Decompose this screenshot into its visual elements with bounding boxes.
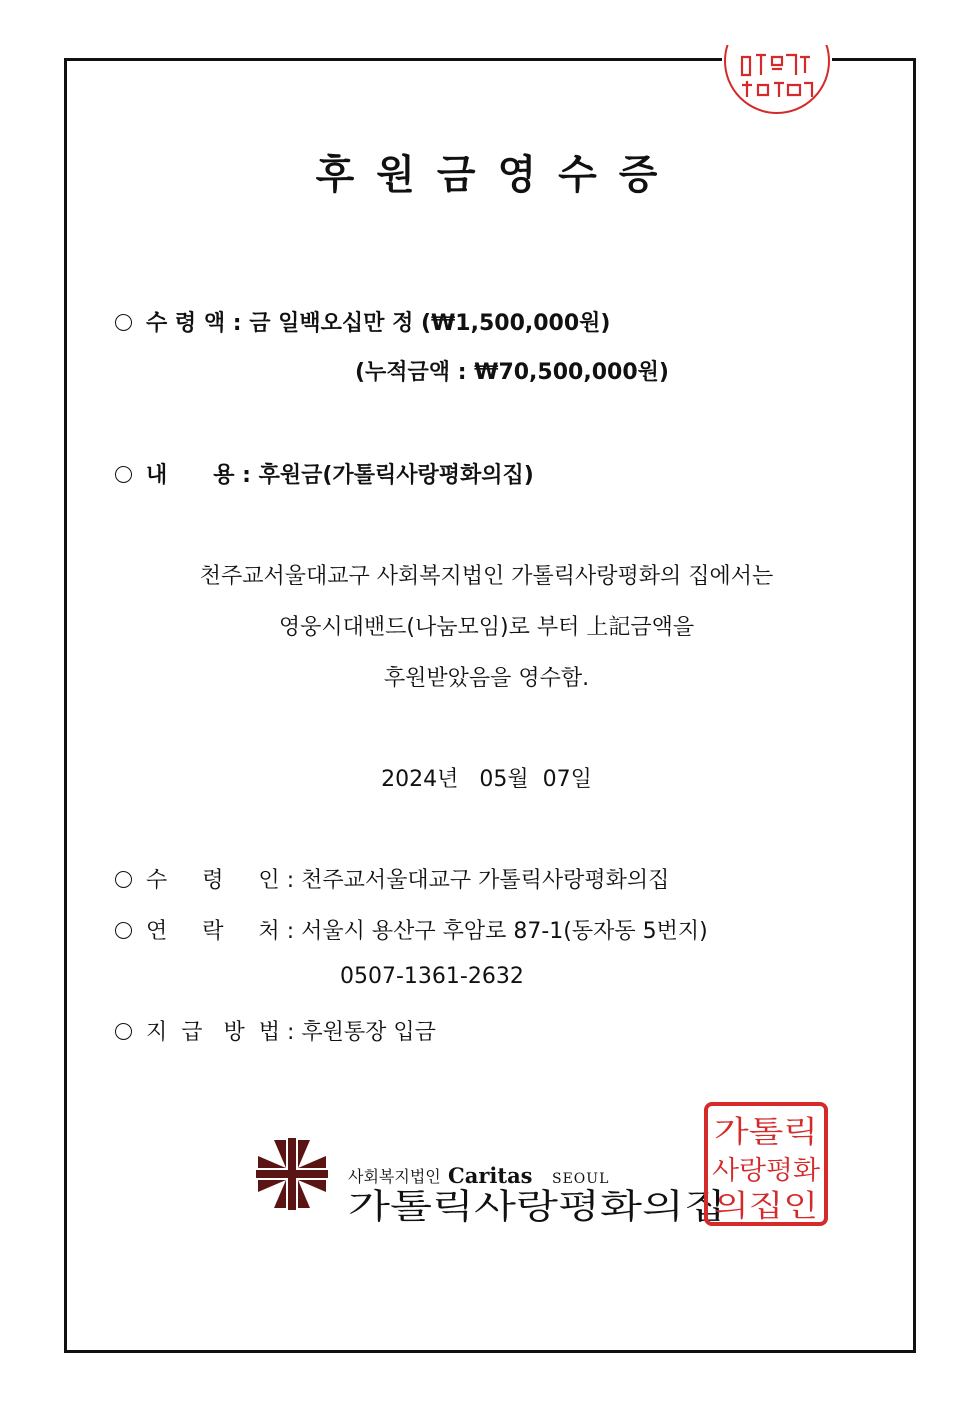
amount-label: 수 령 액	[146, 311, 226, 336]
circle-bullet-icon	[115, 871, 132, 888]
circle-bullet-icon	[115, 1023, 132, 1040]
recipient-colon: :	[286, 868, 295, 893]
payment-value: 후원통장 입금	[301, 1020, 436, 1045]
body-line-3: 후원받았음을 영수함.	[383, 666, 590, 691]
contact-row	[115, 914, 708, 945]
content-label: 내 용	[146, 463, 235, 488]
body-line-2: 영웅시대밴드(나눔모임)로 부터 上記금액을	[278, 615, 695, 640]
body-line-1: 천주교서울대교구 사회복지법인 가톨릭사랑평화의 집에서는	[199, 564, 774, 589]
contact-label: 연 락 처	[146, 919, 280, 944]
seal-line-2: 사랑평화	[712, 1156, 820, 1186]
red-seal	[702, 1100, 830, 1228]
seal-line-1: 가톨릭	[714, 1115, 818, 1150]
amount-value: 금 일백오십만 정 (₩1,500,000원)	[249, 311, 611, 336]
content-colon: :	[242, 463, 251, 488]
caritas-logo	[252, 1134, 732, 1224]
recipient-value: 천주교서울대교구 가톨릭사랑평화의집	[301, 868, 670, 893]
circle-bullet-icon	[115, 922, 132, 939]
logo-seoul: SEOUL	[552, 1171, 610, 1187]
payment-row	[115, 1015, 436, 1046]
recipient-row	[115, 863, 669, 894]
payment-label: 지 급 방 법	[146, 1020, 280, 1045]
circle-bullet-icon	[115, 314, 132, 331]
logo-name: 가톨릭사랑평화의집	[348, 1187, 726, 1224]
seal-line-3: 의집인	[714, 1189, 818, 1224]
content-row	[115, 458, 534, 489]
top-seal	[722, 45, 832, 121]
recipient-label: 수 령 인	[146, 868, 280, 893]
circle-bullet-icon	[115, 466, 132, 483]
amount-row	[115, 306, 610, 337]
logo-prefix: 사회복지법인	[348, 1167, 441, 1186]
document-title: 후원금영수증	[315, 152, 680, 198]
logo-caritas: Caritas	[448, 1163, 533, 1188]
payment-colon: :	[286, 1020, 295, 1045]
content-value: 후원금(가톨릭사랑평화의집)	[258, 463, 534, 488]
cumulative-amount: (누적금액 : ₩70,500,000원)	[355, 360, 669, 385]
amount-colon: :	[232, 311, 242, 336]
contact-address: 서울시 용산구 후암로 87-1(동자동 5번지)	[301, 919, 708, 944]
caritas-cross-icon	[256, 1138, 328, 1210]
contact-phone: 0507-1361-2632	[340, 964, 524, 989]
issue-date: 2024년 05월 07일	[381, 767, 592, 792]
contact-colon: :	[286, 919, 295, 944]
